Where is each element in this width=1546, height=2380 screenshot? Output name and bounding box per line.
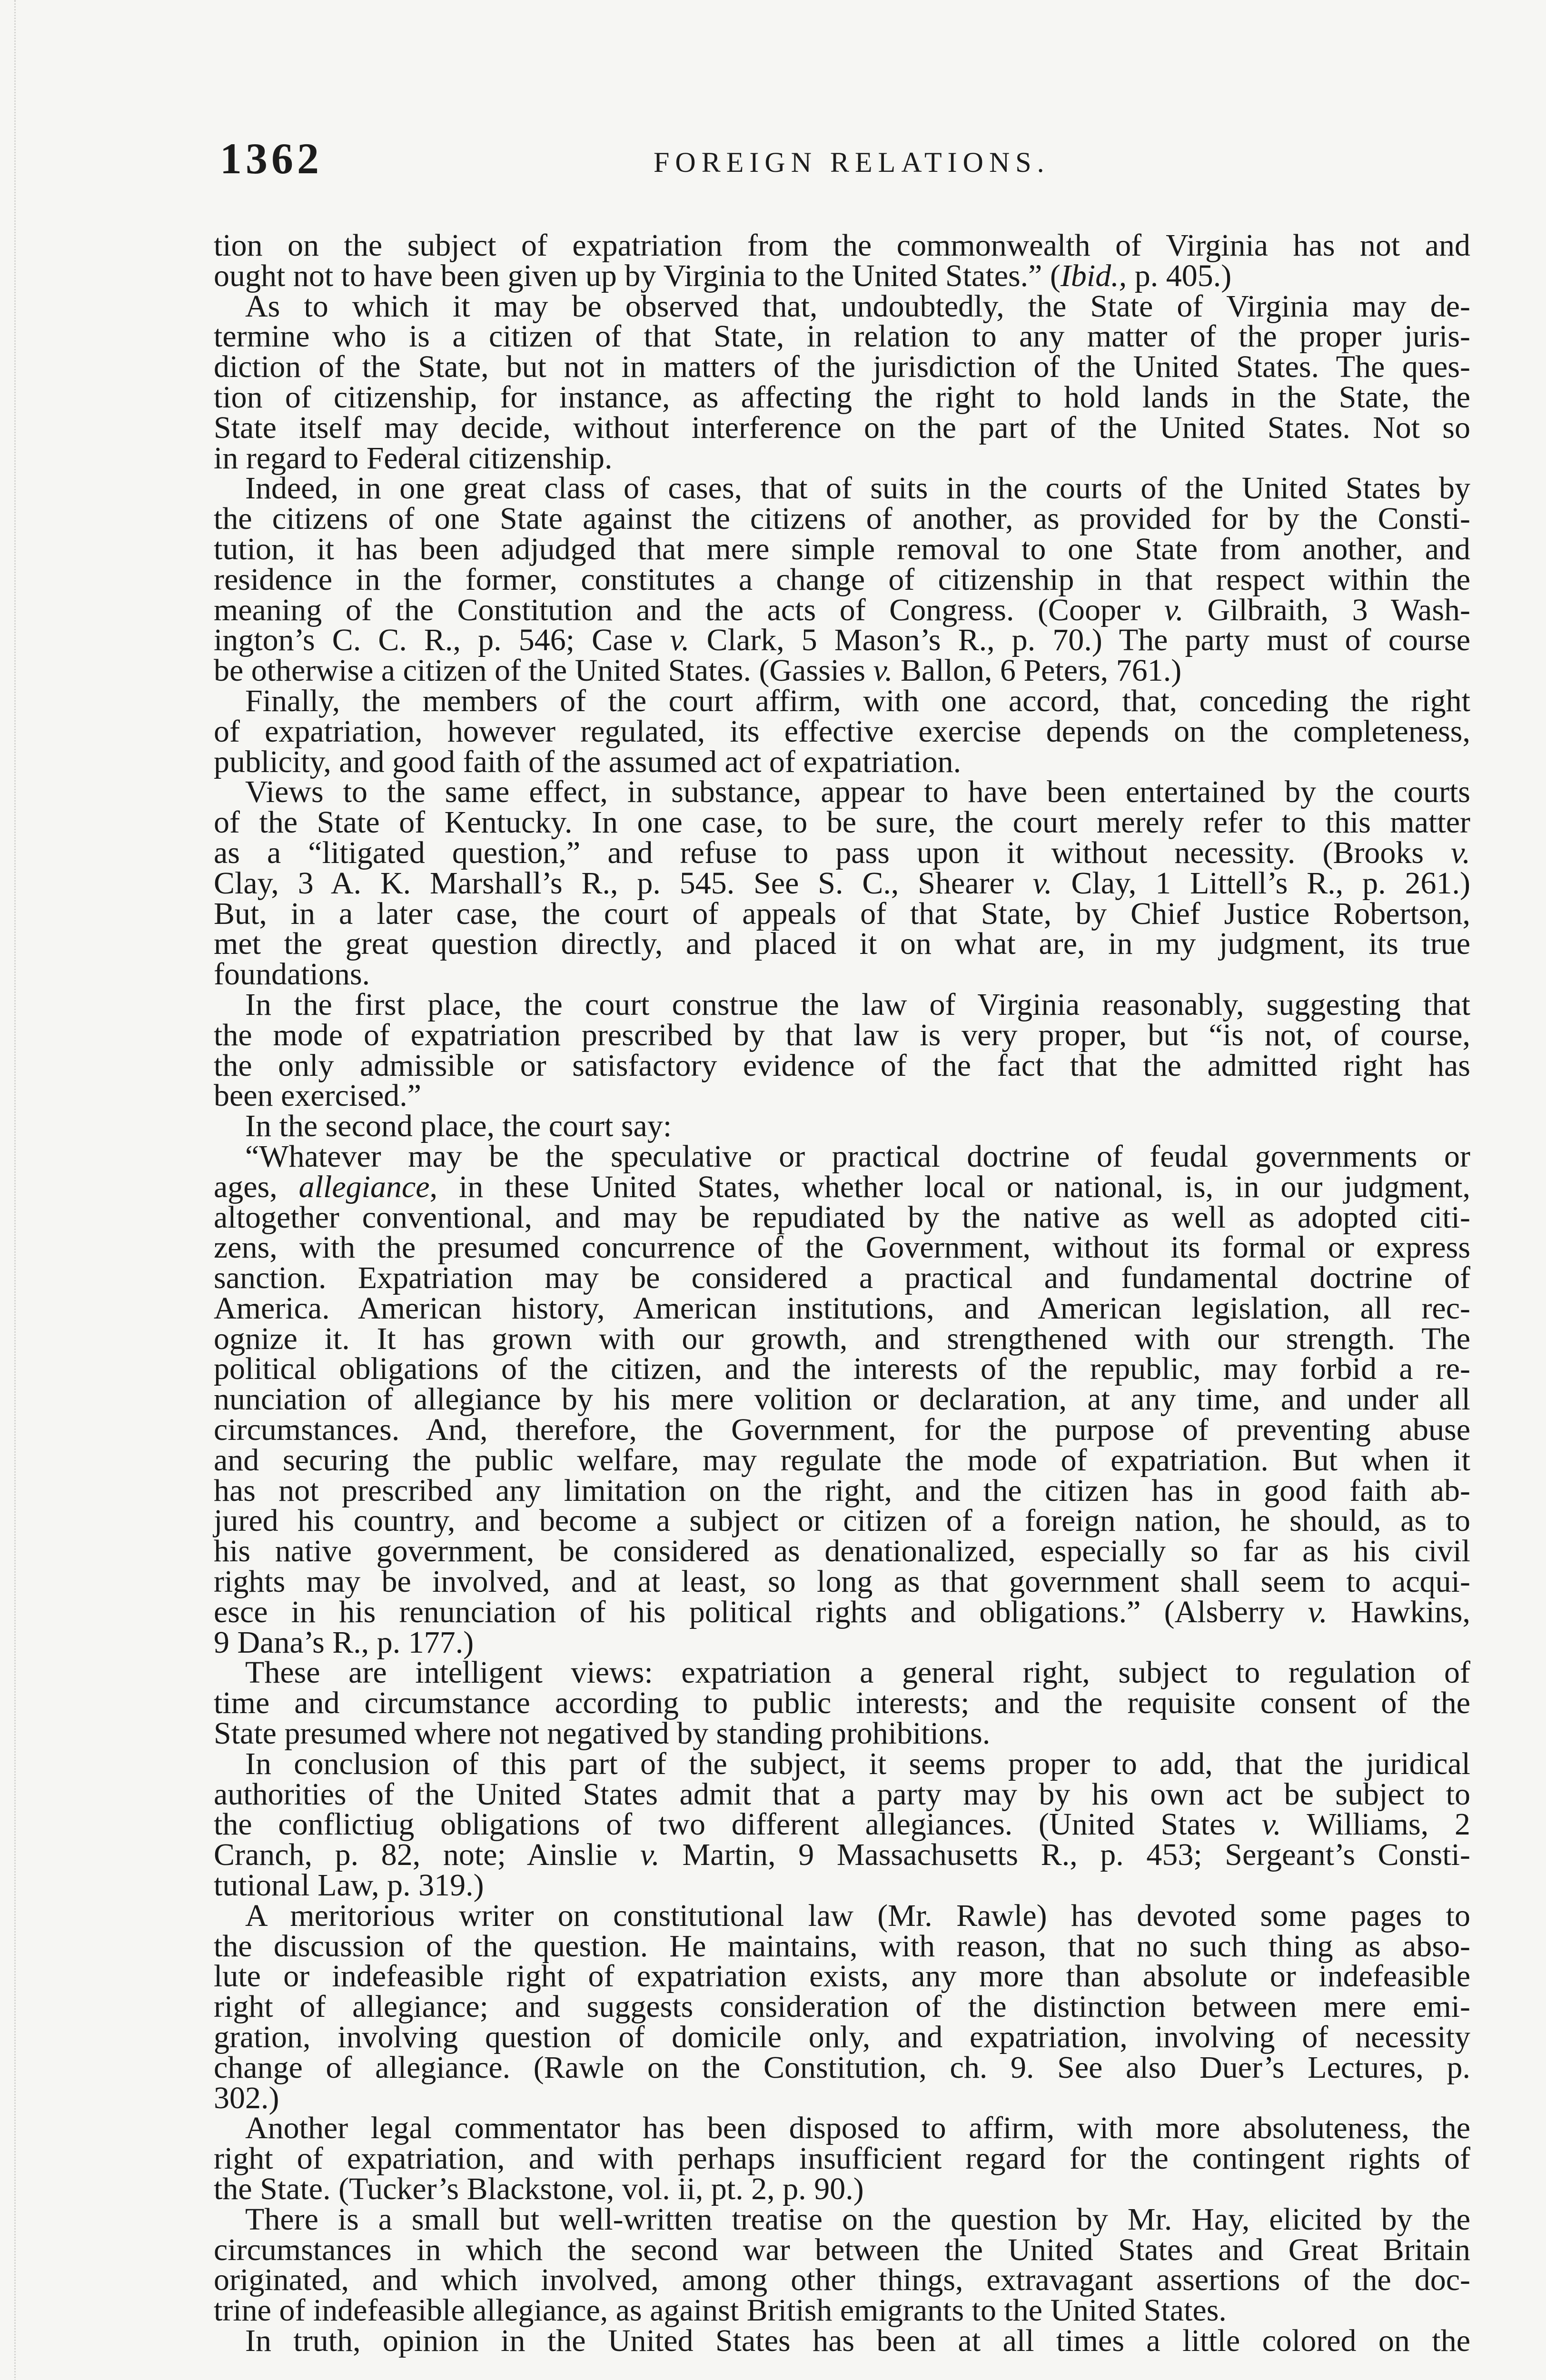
- text-line: [214, 1837, 1470, 1873]
- text-line: [214, 865, 1470, 901]
- text-line: [214, 623, 1470, 658]
- text-line: In the second place, the court say:: [245, 1109, 672, 1144]
- text-line: political obligations of the citizen, and the interests of the republic, may forbid a re-: [214, 1351, 1470, 1387]
- text-line: zens, with the presumed concurrence of the Government, without its formal or express: [214, 1230, 1470, 1265]
- italic-text: v.: [640, 1837, 660, 1873]
- text-line: diction of the State, but not in matters of the jurisdiction of the United States. The ques-: [214, 349, 1470, 385]
- text-line: met the great question directly, and placed it on what are, in my judgment, its true: [214, 926, 1470, 962]
- text-line: sanction. Expatriation may be considered a practical and fundamental doctrine of: [214, 1260, 1470, 1296]
- text-line: circumstances. And, therefore, the Government, for the purpose of preventing abuse: [214, 1412, 1470, 1448]
- scan-edge-line: [14, 0, 16, 2380]
- text-line: [214, 1809, 1470, 1840]
- text-segment: Cranch, p. 82, note; Ainslie: [214, 1837, 641, 1873]
- text-line: [214, 835, 1470, 870]
- text-line: circumstances in which the second war between the United States and Great Britain: [214, 2232, 1470, 2267]
- italic-text: v.: [670, 623, 690, 658]
- text-line: In conclusion of this part of the subject, it seems proper to add, that the juridical: [245, 1746, 1470, 1781]
- text-segment: the conflictiug obligations of two different allegiances. (United States: [214, 1807, 1262, 1842]
- text-line: foundations.: [214, 957, 370, 992]
- text-line: State itself may decide, without interference on the part of the United States. Not so: [214, 410, 1470, 445]
- text-segment: Martin, 9 Massachusetts R., p. 453; Sergeant’s Consti-: [659, 1837, 1470, 1873]
- text-line: But, in a later case, the court of appeals of that State, by Chief Justice Robertson,: [214, 896, 1470, 931]
- text-line: Finally, the members of the court affirm, with one accord, that, conceding the right: [245, 683, 1470, 718]
- text-segment: meaning of the Constitution and the acts of Congress. (Cooper: [214, 592, 1164, 627]
- text-segment: Ballon, 6 Peters, 761.): [892, 653, 1182, 688]
- italic-text: v.: [1164, 592, 1184, 627]
- text-line: [214, 1594, 1470, 1629]
- text-line: ognize it. It has grown with our growth, and strengthened with our strength. The: [214, 1321, 1470, 1356]
- text-line: tution, it has been adjudged that mere simple removal to one State from another, and: [214, 531, 1470, 566]
- italic-text: Ibid.,: [1060, 258, 1127, 293]
- text-line: authorities of the United States admit that a party may by his own act be subject to: [214, 1776, 1470, 1812]
- text-line: As to which it may be observed that, undoubtedly, the State of Virginia may de-: [245, 288, 1470, 324]
- text-line: In the first place, the court construe the law of Virginia reasonably, suggesting that: [245, 987, 1470, 1022]
- text-segment: Clay, 3 A. K. Marshall’s R., p. 545. See S. C., Shearer: [214, 865, 1033, 901]
- text-line: These are intelligent views: expatriation a general right, subject to regulation of: [245, 1655, 1470, 1690]
- italic-text: v.: [1308, 1594, 1328, 1629]
- text-segment: , in these United States, whether local or national, is, in our judgment,: [429, 1169, 1470, 1204]
- text-line: nunciation of allegiance by his mere volition or declaration, at any time, and under all: [214, 1382, 1470, 1417]
- text-line: his native government, be considered as denationalized, especially so far as his civil: [214, 1534, 1470, 1569]
- italic-text: v.: [873, 653, 893, 688]
- text-line: “Whatever may be the speculative or practical doctrine of feudal governments or: [245, 1139, 1470, 1174]
- text-line: [214, 258, 1470, 293]
- text-segment: p. 405.): [1127, 258, 1232, 293]
- italic-text: v.: [1451, 835, 1470, 870]
- text-segment: esce in his renunciation of his political rights and obligations.” (Alsberry: [214, 1594, 1308, 1629]
- text-line: right of expatriation, and with perhaps insufficient regard for the contingent rights of: [214, 2141, 1470, 2176]
- text-line: the mode of expatriation prescribed by that law is very proper, but “is not, of course,: [214, 1017, 1470, 1052]
- text-segment: ages,: [214, 1169, 299, 1204]
- text-line: publicity, and good faith of the assumed act of expatriation.: [214, 744, 961, 779]
- text-line: lute or indefeasible right of expatriation exists, any more than absolute or indefeasible: [214, 1959, 1470, 1994]
- text-line: originated, and which involved, among other things, extravagant assertions of the doc-: [214, 2262, 1470, 2298]
- text-line: change of allegiance. (Rawle on the Constitution, ch. 9. See also Duer’s Lectures, p.: [214, 2050, 1470, 2085]
- text-line: in regard to Federal citizenship.: [214, 440, 613, 476]
- text-line: tion of citizenship, for instance, as affecting the right to hold lands in the State, the: [214, 379, 1470, 415]
- text-segment: Hawkins,: [1327, 1594, 1470, 1629]
- text-line: tion on the subject of expatriation from the commonwealth of Virginia has not and: [214, 228, 1470, 263]
- text-line: been exercised.”: [214, 1078, 422, 1113]
- running-head: FOREIGN RELATIONS.: [654, 147, 1050, 178]
- italic-text: v.: [1032, 865, 1052, 901]
- page-number: 1362: [220, 134, 323, 183]
- text-line: right of allegiance; and suggests consideration of the distinction between mere emi-: [214, 1989, 1470, 2024]
- italic-text: v.: [1261, 1807, 1281, 1842]
- text-segment: be otherwise a citizen of the United States. (Gassies: [214, 653, 873, 688]
- italic-text: allegiance: [298, 1169, 430, 1204]
- text-line: time and circumstance according to public interests; and the requisite consent of the: [214, 1686, 1470, 1721]
- text-line: the citizens of one State against the citizens of another, as provided for by the Consti-: [214, 501, 1470, 536]
- text-line: jured his country, and become a subject or citizen of a foreign nation, he should, as to: [214, 1503, 1470, 1538]
- text-line: State presumed where not negatived by standing prohibitions.: [214, 1716, 991, 1751]
- text-segment: ington’s C. C. R., p. 546; Case: [214, 623, 670, 658]
- text-segment: as a “litigated question,” and refuse to pass upon it without necessity. (Brooks: [214, 835, 1451, 870]
- text-segment: ought not to have been given up by Virginia to the United States.” (: [214, 258, 1060, 293]
- text-segment: Williams, 2: [1281, 1807, 1470, 1842]
- text-line: of expatriation, however regulated, its effective exercise depends on the completeness,: [214, 714, 1470, 749]
- text-line: Another legal commentator has been disposed to affirm, with more absoluteness, the: [245, 2111, 1470, 2146]
- text-segment: Gilbraith, 3 Wash-: [1183, 592, 1470, 627]
- text-segment: Clay, 1 Littell’s R., p. 261.): [1052, 865, 1470, 901]
- text-line: 302.): [214, 2080, 279, 2115]
- text-line: A meritorious writer on constitutional law (Mr. Rawle) has devoted some pages to: [245, 1898, 1470, 1933]
- text-line: America. American history, American institutions, and American legislation, all rec-: [214, 1290, 1470, 1326]
- text-line: [214, 655, 1470, 686]
- text-segment: Clark, 5 Mason’s R., p. 70.) The party must of course: [689, 623, 1470, 658]
- text-line: Indeed, in one great class of cases, that of suits in the courts of the United States by: [245, 471, 1470, 506]
- text-line: There is a small but well-written treatise on the question by Mr. Hay, elicited by the: [245, 2202, 1470, 2237]
- text-line: 9 Dana’s R., p. 177.): [214, 1625, 474, 1660]
- text-line: has not prescribed any limitation on the right, and the citizen has in good faith ab-: [214, 1473, 1470, 1508]
- text-line: tutional Law, p. 319.): [214, 1868, 484, 1903]
- text-line: residence in the former, constitutes a change of citizenship in that respect within the: [214, 562, 1470, 597]
- text-line: termine who is a citizen of that State, in relation to any matter of the proper juris-: [214, 319, 1470, 354]
- text-line: the only admissible or satisfactory evidence of the fact that the admitted right has: [214, 1048, 1470, 1083]
- text-line: In truth, opinion in the United States has been at all times a little colored on the: [245, 2323, 1470, 2358]
- body-text: [214, 230, 1470, 2356]
- text-line: gration, involving question of domicile only, and expatriation, involving of necessity: [214, 2020, 1470, 2055]
- text-line: the State. (Tucker’s Blackstone, vol. ii, pt. 2, p. 90.): [214, 2172, 864, 2206]
- text-line: Views to the same effect, in substance, appear to have been entertained by the courts: [245, 774, 1470, 810]
- text-line: altogether conventional, and may be repudiated by the native as well as adopted citi-: [214, 1200, 1470, 1235]
- text-line: the discussion of the question. He maintains, with reason, that no such thing as abso-: [214, 1928, 1470, 1964]
- text-line: [214, 592, 1470, 627]
- text-line: trine of indefeasible allegiance, as against British emigrants to the United States.: [214, 2293, 1227, 2328]
- text-line: [214, 1169, 1470, 1204]
- text-line: and securing the public welfare, may regulate the mode of expatriation. But when it: [214, 1442, 1470, 1478]
- text-line: rights may be involved, and at least, so long as that government shall seem to acqui-: [214, 1564, 1470, 1599]
- text-line: of the State of Kentucky. In one case, to be sure, the court merely refer to this matter: [214, 805, 1470, 840]
